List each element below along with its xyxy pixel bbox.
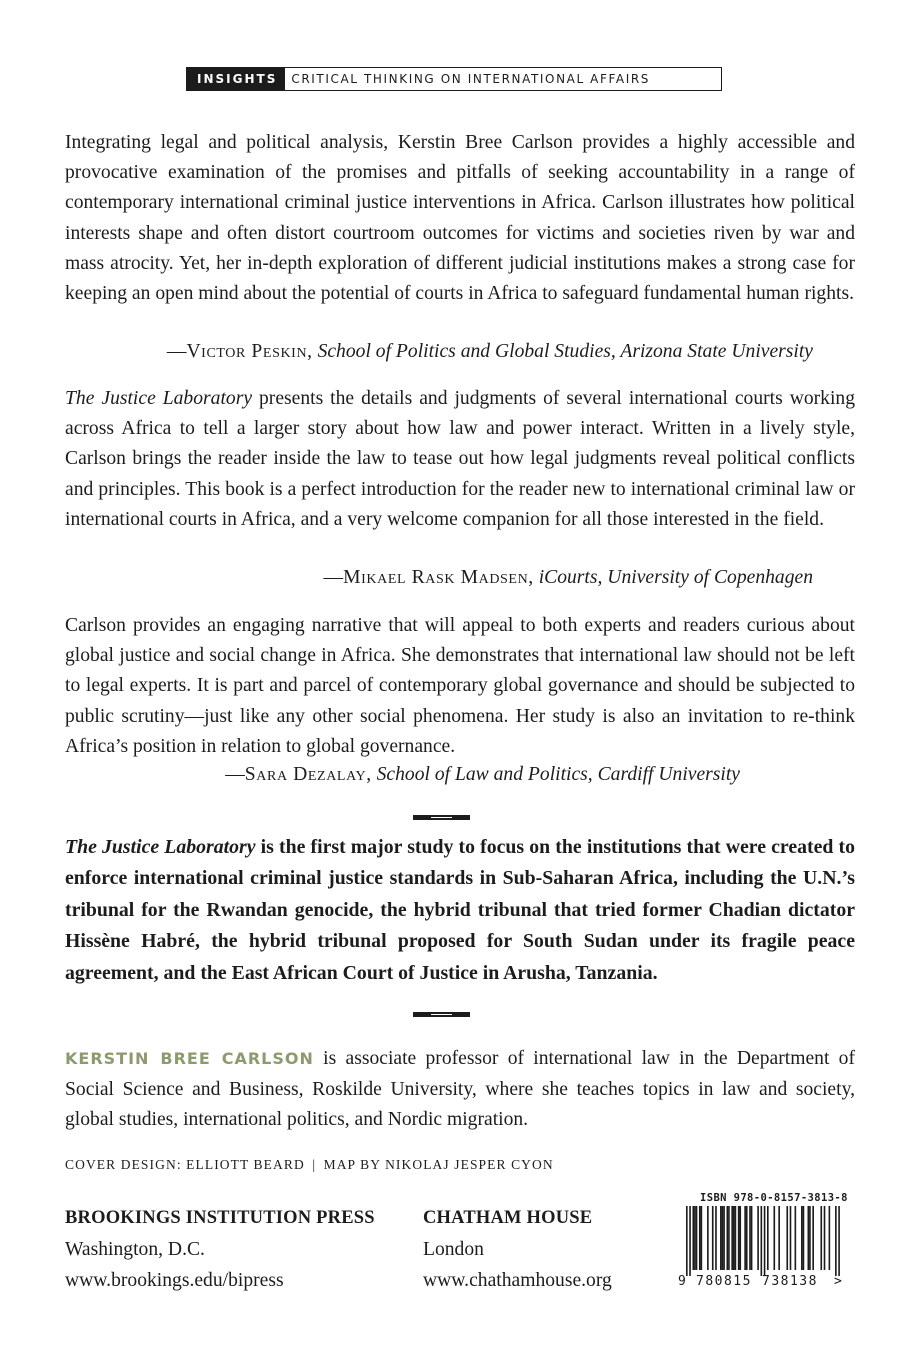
barcode-bar xyxy=(820,1206,822,1270)
barcode-bar xyxy=(746,1206,748,1270)
series-subtitle: CRITICAL THINKING ON INTERNATIONAL AFFAIRS xyxy=(291,72,650,86)
barcode-bar xyxy=(694,1206,696,1270)
barcode-bar xyxy=(751,1206,753,1270)
barcode-bar xyxy=(744,1206,746,1270)
section-divider xyxy=(413,815,470,820)
barcode-bar xyxy=(686,1206,688,1276)
endorser-name: Sara Dezalay, xyxy=(244,764,372,785)
barcode-bar xyxy=(764,1206,766,1276)
book-title: The Justice Laboratory xyxy=(65,388,253,409)
endorsement-2-attribution: —Mikael Rask Madsen, iCourts, University of Copenhagen xyxy=(323,567,813,588)
isbn-barcode xyxy=(676,1192,846,1292)
endorsement-2-text: presents the details and judgments of several international courts working across Africa to tell a larger story about how law and power interact. Written in a lively style, Carlson brings the reader inside the law to tease out how legal judgments reveal political conflicts and principles. This book is a perfect introduction for the reader new to international criminal law or international courts in Africa, and a very welcome companion for all those interested in the field. xyxy=(65,388,855,530)
barcode-bar xyxy=(731,1206,733,1270)
ean-quiet-mark: > xyxy=(834,1274,842,1289)
barcode-bar xyxy=(712,1206,714,1270)
barcode-bar xyxy=(728,1206,730,1270)
author-name: KERSTIN BREE CARLSON xyxy=(65,1049,314,1068)
barcode-bar xyxy=(689,1206,691,1276)
endorsement-1-attribution: —Victor Peskin, School of Politics and Global Studies, Arizona State University xyxy=(166,341,813,362)
barcode-bar xyxy=(773,1206,775,1270)
endorsement-1 xyxy=(65,128,855,309)
publisher-url: www.brookings.edu/bipress xyxy=(65,1270,284,1291)
barcode-bar xyxy=(829,1206,831,1270)
publisher-name: CHATHAM HOUSE xyxy=(423,1208,593,1228)
publisher-brookings xyxy=(65,1203,375,1296)
barcode-bar xyxy=(733,1206,735,1270)
endorser-affiliation: School of Politics and Global Studies, Arizona State University xyxy=(317,341,813,362)
barcode-bar xyxy=(809,1206,811,1270)
barcode-bar xyxy=(701,1206,703,1270)
section-divider xyxy=(413,1012,470,1017)
book-description xyxy=(65,832,855,989)
barcode-bar xyxy=(835,1206,837,1276)
barcode-bar xyxy=(795,1206,797,1270)
barcode-bar xyxy=(757,1206,759,1270)
ean-digits xyxy=(676,1274,846,1290)
barcode-bar xyxy=(715,1206,717,1270)
barcode-bar xyxy=(803,1206,805,1270)
series-name: INSIGHTS xyxy=(187,68,285,90)
endorser-affiliation: School of Law and Politics, Cardiff University xyxy=(376,764,740,785)
barcode-bar xyxy=(767,1206,769,1270)
isbn-number: ISBN 978-0-8157-3813-8 xyxy=(700,1192,848,1204)
endorsement-2 xyxy=(65,384,855,535)
publisher-chatham-house xyxy=(423,1203,612,1296)
barcode-bar xyxy=(824,1206,826,1270)
barcode-bar xyxy=(778,1206,780,1270)
endorser-affiliation: iCourts, University of Copenhagen xyxy=(538,567,813,588)
publisher-url: www.chathamhouse.org xyxy=(423,1270,612,1291)
endorsement-3-text: Carlson provides an engaging narrative that will appeal to both experts and readers curious about global justice and social change in Africa. She demonstrates that international law should not be left to legal experts. It is part and parcel of contemporary global governance and should be subjected to public scrutiny—just like any other social phenomena. Her study is also an invitation to re-think Africa’s position in relation to global governance. xyxy=(65,615,855,757)
barcode-bar xyxy=(692,1206,694,1270)
barcode-bars xyxy=(676,1206,846,1276)
description-text: is the first major study to focus on the institutions that were created to enforce international criminal justice standards in Sub-Saharan Africa, including the U.N.’s tribunal for the Rwandan genocide, the hybrid tribunal that tried former Chadian dictator Hissène Habré, the hybrid tribunal proposed for South Sudan under its fragile peace agreement, and the East African Court of Justice in Arusha, Tanzania. xyxy=(65,836,856,984)
credit-separator: | xyxy=(312,1157,317,1172)
barcode-bar xyxy=(761,1206,763,1276)
map-credit: MAP BY NIKOLAJ JESPER CYON xyxy=(323,1157,554,1172)
author-bio xyxy=(65,1044,855,1136)
barcode-bar xyxy=(808,1206,810,1270)
barcode-bar xyxy=(722,1206,724,1270)
book-title: The Justice Laboratory xyxy=(65,836,256,858)
endorsement-1-text: Integrating legal and political analysis, Kerstin Bree Carlson provides a highly accessible and provocative examination of the promises and pitfalls of seeking accountability in a range of contemporary international criminal justice interventions in Africa. Carlson illustrates how political interests shape and often distort courtroom outcomes for victims and societies riven by war and mass atrocity. Yet, her in-depth exploration of different judicial institutions makes a strong case for keeping an open mind about the potential of courts in Africa to safeguard fundamental human rights. xyxy=(65,132,855,305)
barcode-bar xyxy=(720,1206,722,1270)
barcode-bar xyxy=(801,1206,803,1270)
barcode-bar xyxy=(749,1206,751,1270)
barcode-bar xyxy=(838,1206,840,1276)
barcode-bar xyxy=(739,1206,741,1270)
barcode-bar xyxy=(723,1206,725,1270)
ean-lead-digit: 9 xyxy=(678,1274,686,1289)
publisher-city: London xyxy=(423,1239,484,1260)
barcode-bar xyxy=(696,1206,698,1270)
barcode-bar xyxy=(727,1206,729,1270)
series-banner xyxy=(186,67,722,91)
endorsement-3 xyxy=(65,611,855,762)
endorser-name: Mikael Rask Madsen, xyxy=(343,567,534,588)
barcode-bar xyxy=(735,1206,737,1270)
bio-text: is associate professor of international law in the Department of Social Science and Business, Roskilde University, where she teaches topics in law and society, global studies, international politics, and Nordic migration. xyxy=(65,1048,855,1130)
barcode-bar xyxy=(812,1206,814,1270)
ean-group-1: 780815 xyxy=(696,1274,752,1289)
publisher-city: Washington, D.C. xyxy=(65,1239,205,1260)
barcode-bar xyxy=(738,1206,740,1270)
endorsement-3-attribution: —Sara Dezalay, School of Law and Politics, Cardiff University xyxy=(225,764,740,785)
ean-group-2: 738138 xyxy=(762,1274,818,1289)
barcode-bar xyxy=(699,1206,701,1270)
design-credits xyxy=(65,1157,554,1173)
barcode-bar xyxy=(786,1206,788,1270)
cover-credit: COVER DESIGN: ELLIOTT BEARD xyxy=(65,1157,305,1172)
publisher-name: BROOKINGS INSTITUTION PRESS xyxy=(65,1208,375,1228)
barcode-bar xyxy=(707,1206,709,1270)
endorser-name: Victor Peskin, xyxy=(186,341,313,362)
barcode-bar xyxy=(790,1206,792,1270)
